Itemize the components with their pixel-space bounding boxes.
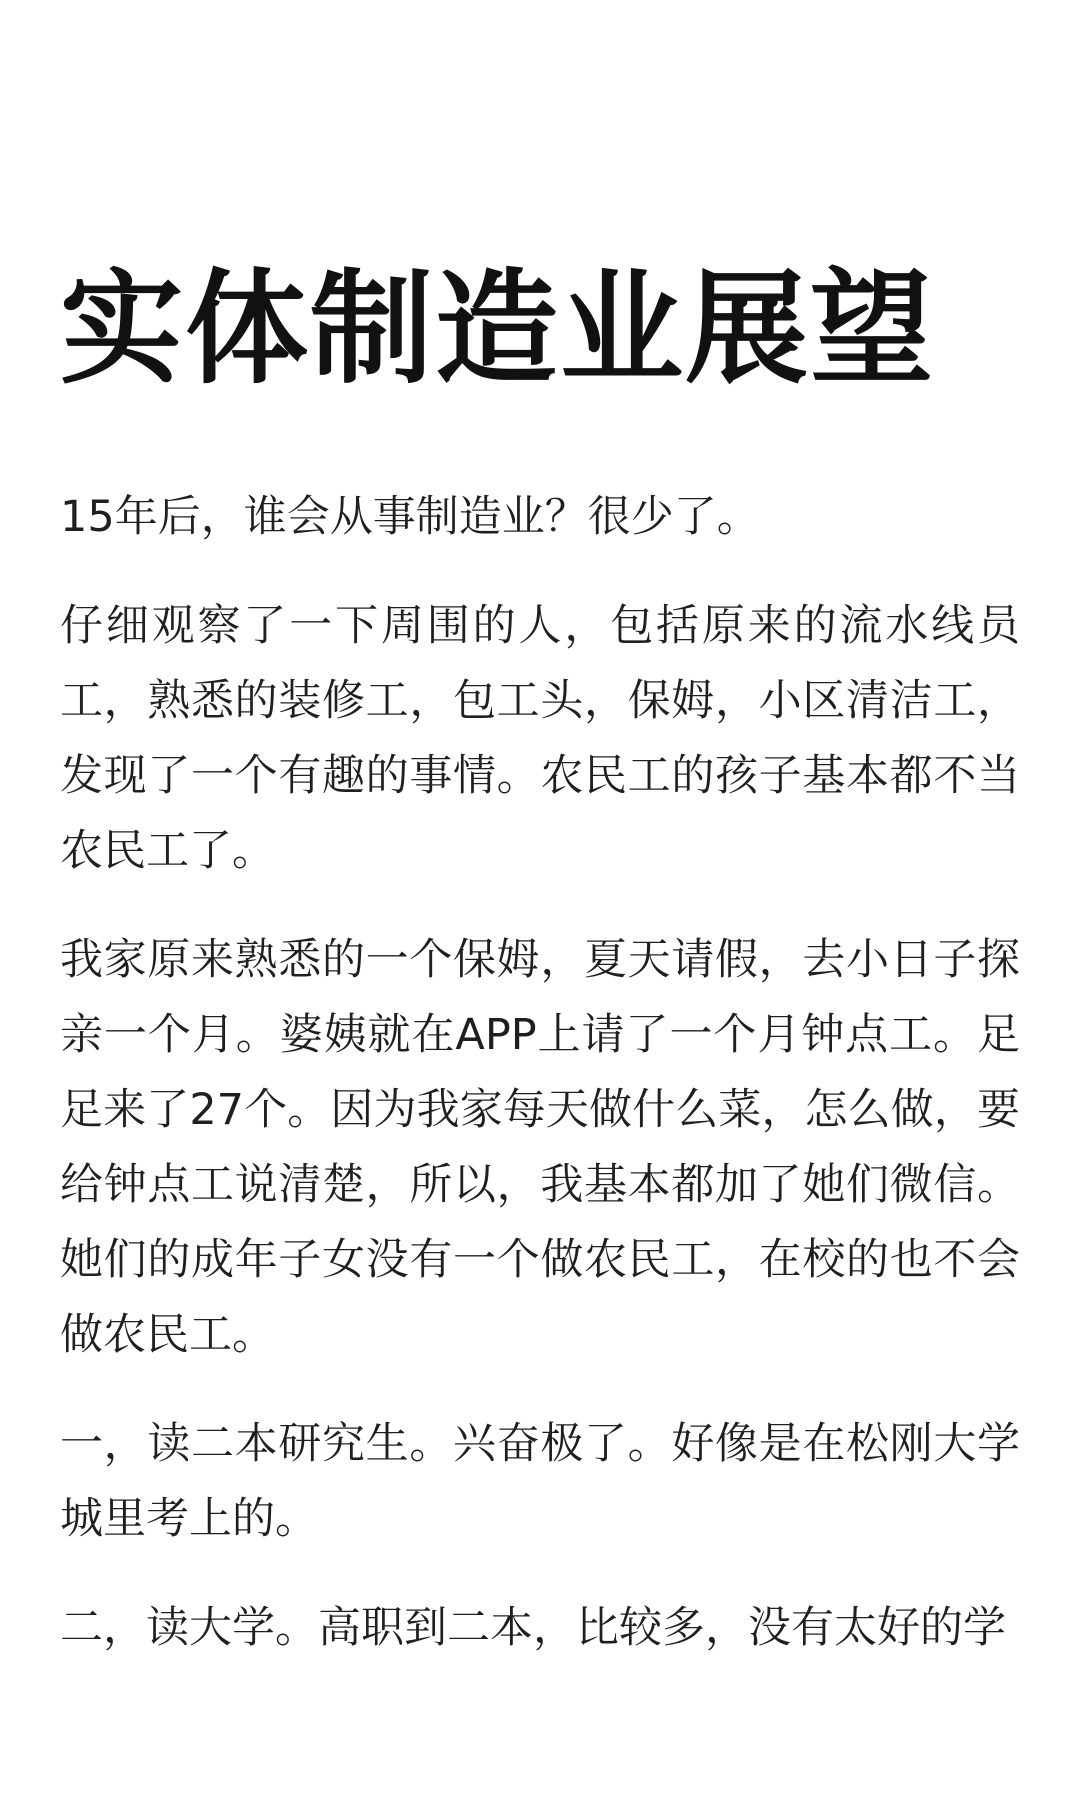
paragraph-point-one: 一，读二本研究生。兴奋极了。好像是在松刚大学城里考上的。 xyxy=(60,1419,1020,1544)
paragraph-point-two: 二，读大学。高职到二本，比较多，没有太好的学 xyxy=(60,1603,1006,1653)
article xyxy=(60,260,1020,1666)
paragraph-observation: 仔细观察了一下周围的人，包括原来的流水线员工，熟悉的装修工，包工头，保姆，小区清洁工，发现了一个有趣的事情。农民工的孩子基本都不当农民工了。 xyxy=(60,601,1020,876)
paragraph-nanny-story: 我家原来熟悉的一个保姆，夏天请假，去小日子探亲一个月。婆姨就在APP上请了一个月钟点工。足足来了27个。因为我家每天做什么菜，怎么做，要给钟点工说清楚，所以，我基本都加了她们微信。她们的成年子女没有一个做农民工，在校的也不会做农民工。 xyxy=(60,935,1020,1360)
article-title: 实体制造业展望 xyxy=(60,258,935,401)
paragraph-intro: 15年后，谁会从事制造业？很少了。 xyxy=(60,492,760,542)
